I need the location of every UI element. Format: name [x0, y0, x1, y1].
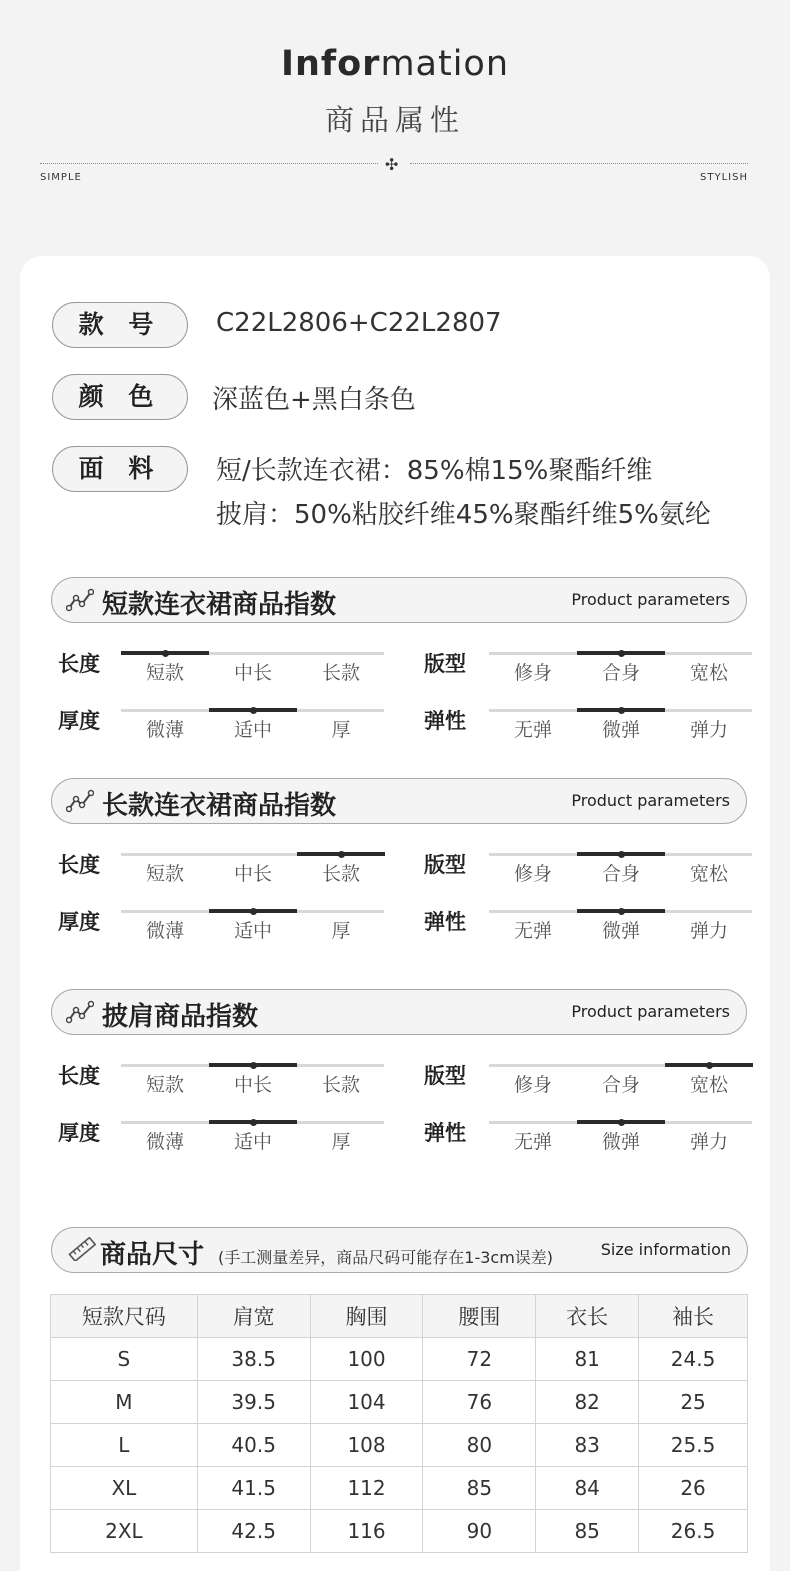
param-scale-track: [121, 1064, 384, 1067]
section-bar-long-dress: [51, 778, 747, 824]
size-title-text: 商品尺寸: [100, 1240, 205, 1270]
selected-dot-icon: [618, 707, 625, 714]
table-header-row: [51, 1295, 748, 1338]
title-bold: Infor: [280, 44, 381, 84]
param-label: 版型: [424, 652, 466, 676]
param-option: 宽松: [689, 863, 728, 885]
param-option: 微弹: [601, 920, 640, 942]
param-scale-track: [489, 1121, 752, 1124]
table-cell: 26: [639, 1467, 748, 1510]
param-option: 适中: [233, 1131, 272, 1153]
table-cell: 112: [310, 1467, 423, 1510]
param-option: 无弹: [513, 719, 552, 741]
selected-dot-icon: [250, 1119, 257, 1126]
param-option: 宽松: [689, 1074, 728, 1096]
table-header-cell: 短款尺码: [51, 1295, 198, 1338]
param-option: 中长: [233, 1074, 272, 1096]
selected-dot-icon: [618, 650, 625, 657]
section-title: 披肩商品指数: [102, 1002, 259, 1032]
table-cell: 80: [423, 1424, 536, 1467]
size-note: (手工测量差异，商品尺码可能存在1-3cm误差): [218, 1248, 554, 1267]
param-option: 长款: [321, 863, 360, 885]
param-option: 短款: [145, 1074, 184, 1096]
table-cell: 40.5: [197, 1424, 310, 1467]
table-cell: 72: [423, 1338, 536, 1381]
param-option: 厚: [331, 719, 351, 741]
table-cell: 24.5: [639, 1338, 748, 1381]
table-cell: S: [51, 1338, 198, 1381]
param-selected-marker: [577, 852, 665, 856]
param-label: 版型: [424, 853, 466, 877]
param-option: 长款: [321, 662, 360, 684]
selected-dot-icon: [162, 650, 169, 657]
param-option: 微薄: [145, 719, 184, 741]
attr-value-color: 深蓝色+黑白条色: [212, 385, 416, 415]
table-cell: 100: [310, 1338, 423, 1381]
param-selected-marker: [121, 651, 209, 655]
param-selected-marker: [665, 1063, 753, 1067]
param-option: 合身: [601, 1074, 640, 1096]
param-label: 厚度: [58, 910, 100, 934]
param-option: 长款: [321, 1074, 360, 1096]
param-option: 适中: [233, 719, 272, 741]
param-label: 版型: [424, 1064, 466, 1088]
title-light: mation: [380, 44, 510, 84]
page-title: [0, 44, 790, 84]
table-row: [51, 1510, 748, 1553]
ruler-icon: [68, 1237, 96, 1261]
param-option: 弹力: [689, 920, 728, 942]
param-scale-track: [121, 709, 384, 712]
param-option: 修身: [513, 662, 552, 684]
param-scale-track: [121, 652, 384, 655]
param-scale-track: [489, 1064, 752, 1067]
param-option: 修身: [513, 863, 552, 885]
param-option: 合身: [601, 662, 640, 684]
param-label: 弹性: [424, 1121, 466, 1145]
param-option: 弹力: [689, 1131, 728, 1153]
table-cell: 25.5: [639, 1424, 748, 1467]
attr-value-style-no: C22L2806+C22L2807: [216, 308, 502, 338]
table-cell: 90: [423, 1510, 536, 1553]
selected-dot-icon: [618, 908, 625, 915]
selected-dot-icon: [250, 908, 257, 915]
selected-dot-icon: [618, 1119, 625, 1126]
param-option: 厚: [331, 920, 351, 942]
size-table: [50, 1294, 748, 1553]
table-row: [51, 1381, 748, 1424]
param-option: 中长: [233, 662, 272, 684]
table-cell: 76: [423, 1381, 536, 1424]
table-cell: 2XL: [51, 1510, 198, 1553]
selected-dot-icon: [250, 707, 257, 714]
param-label: 厚度: [58, 709, 100, 733]
section-en-label: Product parameters: [571, 1002, 730, 1021]
param-selected-marker: [209, 909, 297, 913]
table-cell: 25: [639, 1381, 748, 1424]
param-scale-track: [489, 709, 752, 712]
section-title: 短款连衣裙商品指数: [102, 590, 337, 620]
table-cell: 39.5: [197, 1381, 310, 1424]
attr-value-fabric-line1: 短/长款连衣裙：85%棉15%聚酯纤维: [216, 456, 653, 486]
param-option: 微薄: [145, 1131, 184, 1153]
table-cell: 85: [536, 1510, 639, 1553]
table-cell: 42.5: [197, 1510, 310, 1553]
table-header-cell: 胸围: [310, 1295, 423, 1338]
size-en-label: Size information: [600, 1240, 731, 1259]
table-cell: 104: [310, 1381, 423, 1424]
divider-left: [40, 163, 378, 164]
selected-dot-icon: [338, 851, 345, 858]
param-selected-marker: [577, 651, 665, 655]
param-label: 长度: [58, 1064, 100, 1088]
param-label: 厚度: [58, 1121, 100, 1145]
table-header-cell: 腰围: [423, 1295, 536, 1338]
table-cell: 81: [536, 1338, 639, 1381]
table-cell: 26.5: [639, 1510, 748, 1553]
table-row: [51, 1467, 748, 1510]
tag-simple: SIMPLE: [40, 172, 82, 183]
attr-label-color: 颜 色: [52, 374, 188, 420]
param-option: 中长: [233, 863, 272, 885]
table-row: [51, 1338, 748, 1381]
param-option: 短款: [145, 662, 184, 684]
section-bar-shawl: [51, 989, 747, 1035]
param-option: 无弹: [513, 920, 552, 942]
param-scale-track: [121, 910, 384, 913]
param-selected-marker: [297, 852, 385, 856]
section-title: 长款连衣裙商品指数: [102, 791, 337, 821]
param-option: 短款: [145, 863, 184, 885]
section-bar-short-dress: [51, 577, 747, 623]
table-cell: XL: [51, 1467, 198, 1510]
param-selected-marker: [209, 1120, 297, 1124]
param-selected-marker: [577, 1120, 665, 1124]
selected-dot-icon: [706, 1062, 713, 1069]
param-selected-marker: [577, 909, 665, 913]
param-label: 长度: [58, 652, 100, 676]
table-row: [51, 1424, 748, 1467]
param-label: 弹性: [424, 910, 466, 934]
table-cell: 83: [536, 1424, 639, 1467]
table-header-cell: 袖长: [639, 1295, 748, 1338]
table-cell: L: [51, 1424, 198, 1467]
section-bar-size: [51, 1227, 748, 1273]
tag-stylish: STYLISH: [700, 172, 748, 183]
param-option: 无弹: [513, 1131, 552, 1153]
table-header-cell: 肩宽: [197, 1295, 310, 1338]
param-selected-marker: [209, 1063, 297, 1067]
section-en-label: Product parameters: [571, 590, 730, 609]
param-option: 微弹: [601, 1131, 640, 1153]
attr-label-fabric: 面 料: [52, 446, 188, 492]
param-label: 长度: [58, 853, 100, 877]
param-scale-track: [489, 853, 752, 856]
cross-arrows-icon: ✣: [385, 155, 399, 174]
table-cell: M: [51, 1381, 198, 1424]
param-option: 微薄: [145, 920, 184, 942]
trend-line-icon: [66, 588, 94, 612]
param-option: 微弹: [601, 719, 640, 741]
trend-line-icon: [66, 789, 94, 813]
param-option: 厚: [331, 1131, 351, 1153]
table-cell: 84: [536, 1467, 639, 1510]
selected-dot-icon: [618, 851, 625, 858]
divider-right: [410, 163, 748, 164]
param-selected-marker: [209, 708, 297, 712]
param-option: 弹力: [689, 719, 728, 741]
table-cell: 108: [310, 1424, 423, 1467]
param-option: 合身: [601, 863, 640, 885]
attr-value-fabric-line2: 披肩：50%粘胶纤维45%聚酯纤维5%氨纶: [216, 500, 711, 530]
trend-line-icon: [66, 1000, 94, 1024]
param-scale-track: [121, 853, 384, 856]
param-label: 弹性: [424, 709, 466, 733]
size-title: [100, 1234, 553, 1271]
section-en-label: Product parameters: [571, 791, 730, 810]
table-header-cell: 衣长: [536, 1295, 639, 1338]
table-cell: 82: [536, 1381, 639, 1424]
param-scale-track: [121, 1121, 384, 1124]
table-cell: 38.5: [197, 1338, 310, 1381]
attr-label-style-no: 款 号: [52, 302, 188, 348]
page-subtitle: 商品属性: [324, 103, 465, 137]
param-selected-marker: [577, 708, 665, 712]
table-cell: 41.5: [197, 1467, 310, 1510]
selected-dot-icon: [250, 1062, 257, 1069]
param-option: 适中: [233, 920, 272, 942]
param-scale-track: [489, 910, 752, 913]
param-scale-track: [489, 652, 752, 655]
table-cell: 116: [310, 1510, 423, 1553]
table-cell: 85: [423, 1467, 536, 1510]
param-option: 修身: [513, 1074, 552, 1096]
param-option: 宽松: [689, 662, 728, 684]
